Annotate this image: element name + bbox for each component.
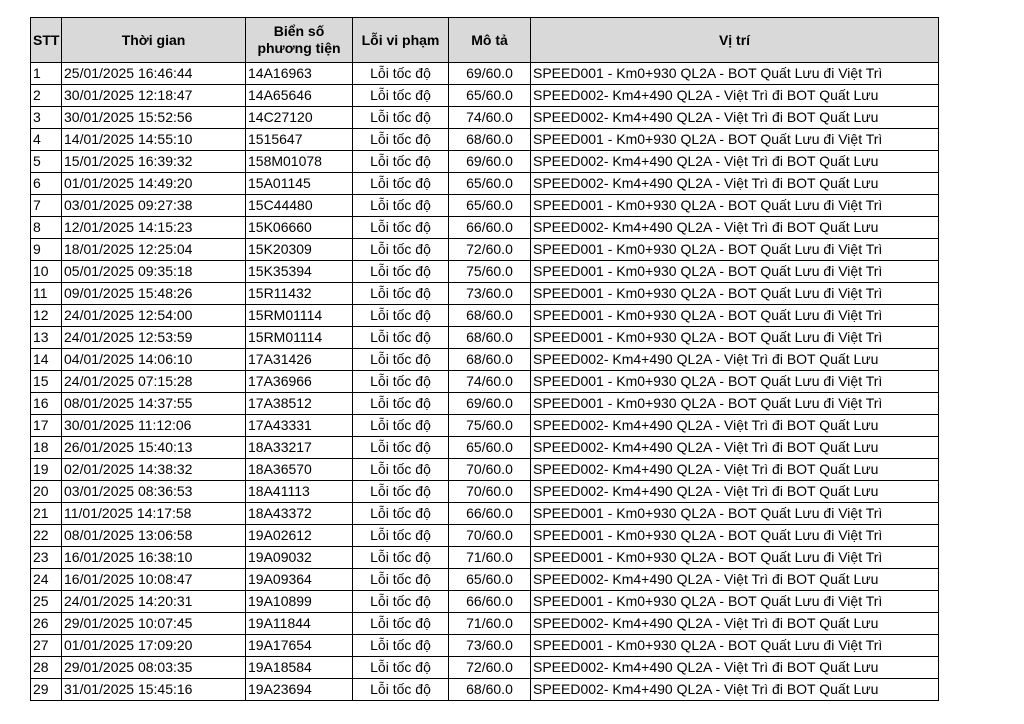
- cell-violation: Lỗi tốc độ: [353, 547, 449, 569]
- table-row: [31, 525, 939, 547]
- cell-stt: 13: [31, 327, 62, 349]
- cell-time: 05/01/2025 09:35:18: [62, 261, 246, 283]
- cell-stt: 16: [31, 393, 62, 415]
- cell-violation: Lỗi tốc độ: [353, 327, 449, 349]
- cell-stt: 27: [31, 635, 62, 657]
- cell-stt: 12: [31, 305, 62, 327]
- cell-location: SPEED001 - Km0+930 QL2A - BOT Quất Lưu đi Việt Trì: [531, 591, 939, 613]
- cell-plate: 19A11844: [246, 613, 353, 635]
- cell-plate: 18A41113: [246, 481, 353, 503]
- table-row: [31, 283, 939, 305]
- cell-location: SPEED001 - Km0+930 QL2A - BOT Quất Lưu đi Việt Trì: [531, 305, 939, 327]
- cell-time: 03/01/2025 09:27:38: [62, 195, 246, 217]
- cell-time: 02/01/2025 14:38:32: [62, 459, 246, 481]
- cell-violation: Lỗi tốc độ: [353, 107, 449, 129]
- cell-description: 74/60.0: [449, 371, 531, 393]
- cell-description: 69/60.0: [449, 151, 531, 173]
- cell-stt: 23: [31, 547, 62, 569]
- header-description: Mô tả: [449, 18, 531, 63]
- cell-plate: 15RM01114: [246, 305, 353, 327]
- cell-violation: Lỗi tốc độ: [353, 371, 449, 393]
- cell-violation: Lỗi tốc độ: [353, 85, 449, 107]
- cell-stt: 22: [31, 525, 62, 547]
- cell-location: SPEED002- Km4+490 QL2A - Việt Trì đi BOT Quất Lưu: [531, 85, 939, 107]
- cell-description: 65/60.0: [449, 437, 531, 459]
- cell-plate: 15K20309: [246, 239, 353, 261]
- cell-stt: 29: [31, 679, 62, 701]
- cell-violation: Lỗi tốc độ: [353, 283, 449, 305]
- cell-violation: Lỗi tốc độ: [353, 63, 449, 85]
- table-row: [31, 657, 939, 679]
- cell-location: SPEED002- Km4+490 QL2A - Việt Trì đi BOT Quất Lưu: [531, 679, 939, 701]
- table-row: [31, 261, 939, 283]
- table-row: [31, 459, 939, 481]
- cell-description: 66/60.0: [449, 591, 531, 613]
- cell-plate: 18A36570: [246, 459, 353, 481]
- cell-plate: 15K35394: [246, 261, 353, 283]
- cell-violation: Lỗi tốc độ: [353, 173, 449, 195]
- cell-plate: 19A02612: [246, 525, 353, 547]
- cell-location: SPEED001 - Km0+930 QL2A - BOT Quất Lưu đi Việt Trì: [531, 393, 939, 415]
- cell-time: 08/01/2025 13:06:58: [62, 525, 246, 547]
- cell-location: SPEED001 - Km0+930 QL2A - BOT Quất Lưu đi Việt Trì: [531, 261, 939, 283]
- cell-time: 25/01/2025 16:46:44: [62, 63, 246, 85]
- cell-plate: 17A36966: [246, 371, 353, 393]
- cell-time: 09/01/2025 15:48:26: [62, 283, 246, 305]
- header-time: Thời gian: [62, 18, 246, 63]
- cell-plate: 15R11432: [246, 283, 353, 305]
- cell-description: 68/60.0: [449, 129, 531, 151]
- table-row: [31, 327, 939, 349]
- header-plate: [246, 18, 353, 63]
- cell-location: SPEED001 - Km0+930 QL2A - BOT Quất Lưu đi Việt Trì: [531, 635, 939, 657]
- cell-location: SPEED002- Km4+490 QL2A - Việt Trì đi BOT Quất Lưu: [531, 657, 939, 679]
- cell-plate: 19A23694: [246, 679, 353, 701]
- table-row: [31, 239, 939, 261]
- cell-plate: 15K06660: [246, 217, 353, 239]
- cell-plate: 19A18584: [246, 657, 353, 679]
- cell-description: 71/60.0: [449, 613, 531, 635]
- cell-description: 75/60.0: [449, 261, 531, 283]
- cell-description: 65/60.0: [449, 85, 531, 107]
- cell-stt: 1: [31, 63, 62, 85]
- table-row: [31, 305, 939, 327]
- cell-description: 73/60.0: [449, 283, 531, 305]
- cell-time: 24/01/2025 14:20:31: [62, 591, 246, 613]
- cell-stt: 26: [31, 613, 62, 635]
- cell-plate: 14A65646: [246, 85, 353, 107]
- header-plate-line2: phương tiện: [257, 40, 341, 56]
- cell-time: 31/01/2025 15:45:16: [62, 679, 246, 701]
- cell-violation: Lỗi tốc độ: [353, 613, 449, 635]
- cell-time: 24/01/2025 12:54:00: [62, 305, 246, 327]
- cell-time: 01/01/2025 17:09:20: [62, 635, 246, 657]
- cell-description: 70/60.0: [449, 481, 531, 503]
- cell-violation: Lỗi tốc độ: [353, 393, 449, 415]
- header-location: Vị trí: [531, 18, 939, 63]
- cell-stt: 17: [31, 415, 62, 437]
- cell-stt: 20: [31, 481, 62, 503]
- cell-stt: 5: [31, 151, 62, 173]
- cell-location: SPEED001 - Km0+930 QL2A - BOT Quất Lưu đi Việt Trì: [531, 547, 939, 569]
- cell-time: 29/01/2025 10:07:45: [62, 613, 246, 635]
- table-row: [31, 349, 939, 371]
- cell-violation: Lỗi tốc độ: [353, 217, 449, 239]
- cell-location: SPEED002- Km4+490 QL2A - Việt Trì đi BOT Quất Lưu: [531, 349, 939, 371]
- cell-stt: 28: [31, 657, 62, 679]
- cell-description: 68/60.0: [449, 679, 531, 701]
- cell-violation: Lỗi tốc độ: [353, 459, 449, 481]
- cell-description: 68/60.0: [449, 349, 531, 371]
- cell-violation: Lỗi tốc độ: [353, 305, 449, 327]
- cell-stt: 25: [31, 591, 62, 613]
- cell-plate: 15A01145: [246, 173, 353, 195]
- cell-description: 66/60.0: [449, 503, 531, 525]
- cell-plate: 18A43372: [246, 503, 353, 525]
- cell-stt: 4: [31, 129, 62, 151]
- cell-stt: 2: [31, 85, 62, 107]
- cell-violation: Lỗi tốc độ: [353, 129, 449, 151]
- cell-time: 01/01/2025 14:49:20: [62, 173, 246, 195]
- cell-violation: Lỗi tốc độ: [353, 239, 449, 261]
- cell-plate: 19A17654: [246, 635, 353, 657]
- cell-violation: Lỗi tốc độ: [353, 415, 449, 437]
- table-row: [31, 129, 939, 151]
- cell-time: 12/01/2025 14:15:23: [62, 217, 246, 239]
- cell-violation: Lỗi tốc độ: [353, 437, 449, 459]
- table-row: [31, 63, 939, 85]
- cell-plate: 17A38512: [246, 393, 353, 415]
- cell-stt: 15: [31, 371, 62, 393]
- table-row: [31, 85, 939, 107]
- cell-stt: 3: [31, 107, 62, 129]
- cell-time: 15/01/2025 16:39:32: [62, 151, 246, 173]
- cell-stt: 14: [31, 349, 62, 371]
- cell-violation: Lỗi tốc độ: [353, 657, 449, 679]
- cell-time: 08/01/2025 14:37:55: [62, 393, 246, 415]
- table-row: [31, 173, 939, 195]
- cell-violation: Lỗi tốc độ: [353, 503, 449, 525]
- cell-location: SPEED002- Km4+490 QL2A - Việt Trì đi BOT Quất Lưu: [531, 415, 939, 437]
- cell-location: SPEED002- Km4+490 QL2A - Việt Trì đi BOT Quất Lưu: [531, 217, 939, 239]
- cell-violation: Lỗi tốc độ: [353, 195, 449, 217]
- cell-location: SPEED001 - Km0+930 QL2A - BOT Quất Lưu đi Việt Trì: [531, 371, 939, 393]
- table-row: [31, 569, 939, 591]
- cell-description: 74/60.0: [449, 107, 531, 129]
- cell-time: 16/01/2025 16:38:10: [62, 547, 246, 569]
- cell-description: 65/60.0: [449, 569, 531, 591]
- cell-violation: Lỗi tốc độ: [353, 679, 449, 701]
- cell-violation: Lỗi tốc độ: [353, 261, 449, 283]
- cell-plate: 19A09364: [246, 569, 353, 591]
- cell-location: SPEED002- Km4+490 QL2A - Việt Trì đi BOT Quất Lưu: [531, 151, 939, 173]
- cell-plate: 19A09032: [246, 547, 353, 569]
- table-row: [31, 613, 939, 635]
- cell-plate: 17A31426: [246, 349, 353, 371]
- cell-location: SPEED002- Km4+490 QL2A - Việt Trì đi BOT Quất Lưu: [531, 107, 939, 129]
- table-row: [31, 547, 939, 569]
- table-row: [31, 415, 939, 437]
- cell-time: 24/01/2025 12:53:59: [62, 327, 246, 349]
- cell-plate: 1515647: [246, 129, 353, 151]
- cell-stt: 7: [31, 195, 62, 217]
- table-row: [31, 393, 939, 415]
- cell-violation: Lỗi tốc độ: [353, 635, 449, 657]
- cell-description: 75/60.0: [449, 415, 531, 437]
- cell-location: SPEED001 - Km0+930 QL2A - BOT Quất Lưu đi Việt Trì: [531, 503, 939, 525]
- cell-description: 72/60.0: [449, 657, 531, 679]
- cell-stt: 8: [31, 217, 62, 239]
- cell-description: 65/60.0: [449, 173, 531, 195]
- cell-time: 30/01/2025 11:12:06: [62, 415, 246, 437]
- cell-description: 72/60.0: [449, 239, 531, 261]
- cell-time: 16/01/2025 10:08:47: [62, 569, 246, 591]
- cell-violation: Lỗi tốc độ: [353, 591, 449, 613]
- cell-time: 30/01/2025 15:52:56: [62, 107, 246, 129]
- cell-location: SPEED001 - Km0+930 QL2A - BOT Quất Lưu đi Việt Trì: [531, 129, 939, 151]
- cell-time: 11/01/2025 14:17:58: [62, 503, 246, 525]
- cell-plate: 158M01078: [246, 151, 353, 173]
- cell-violation: Lỗi tốc độ: [353, 349, 449, 371]
- cell-description: 70/60.0: [449, 459, 531, 481]
- cell-location: SPEED001 - Km0+930 QL2A - BOT Quất Lưu đi Việt Trì: [531, 283, 939, 305]
- table-row: [31, 151, 939, 173]
- cell-location: SPEED001 - Km0+930 QL2A - BOT Quất Lưu đi Việt Trì: [531, 327, 939, 349]
- cell-plate: 17A43331: [246, 415, 353, 437]
- cell-time: 26/01/2025 15:40:13: [62, 437, 246, 459]
- cell-description: 73/60.0: [449, 635, 531, 657]
- table-header-row: [31, 18, 939, 63]
- cell-plate: 19A10899: [246, 591, 353, 613]
- cell-stt: 11: [31, 283, 62, 305]
- cell-description: 68/60.0: [449, 305, 531, 327]
- cell-time: 18/01/2025 12:25:04: [62, 239, 246, 261]
- cell-description: 69/60.0: [449, 393, 531, 415]
- cell-stt: 24: [31, 569, 62, 591]
- cell-description: 70/60.0: [449, 525, 531, 547]
- cell-violation: Lỗi tốc độ: [353, 569, 449, 591]
- header-stt: STT: [31, 18, 62, 63]
- cell-stt: 9: [31, 239, 62, 261]
- cell-time: 30/01/2025 12:18:47: [62, 85, 246, 107]
- cell-violation: Lỗi tốc độ: [353, 525, 449, 547]
- cell-description: 65/60.0: [449, 195, 531, 217]
- cell-location: SPEED002- Km4+490 QL2A - Việt Trì đi BOT Quất Lưu: [531, 173, 939, 195]
- cell-time: 03/01/2025 08:36:53: [62, 481, 246, 503]
- header-plate-line1: Biển số: [273, 23, 325, 39]
- cell-description: 71/60.0: [449, 547, 531, 569]
- cell-location: SPEED001 - Km0+930 QL2A - BOT Quất Lưu đi Việt Trì: [531, 63, 939, 85]
- violations-table: [30, 17, 939, 701]
- cell-description: 68/60.0: [449, 327, 531, 349]
- cell-location: SPEED001 - Km0+930 QL2A - BOT Quất Lưu đi Việt Trì: [531, 239, 939, 261]
- table-row: [31, 591, 939, 613]
- cell-time: 14/01/2025 14:55:10: [62, 129, 246, 151]
- cell-location: SPEED002- Km4+490 QL2A - Việt Trì đi BOT Quất Lưu: [531, 459, 939, 481]
- cell-stt: 21: [31, 503, 62, 525]
- table-row: [31, 679, 939, 701]
- cell-plate: 14A16963: [246, 63, 353, 85]
- cell-stt: 6: [31, 173, 62, 195]
- cell-stt: 18: [31, 437, 62, 459]
- cell-plate: 15C44480: [246, 195, 353, 217]
- table-body: [31, 63, 939, 701]
- table-row: [31, 635, 939, 657]
- cell-location: SPEED001 - Km0+930 QL2A - BOT Quất Lưu đi Việt Trì: [531, 525, 939, 547]
- cell-description: 69/60.0: [449, 63, 531, 85]
- table-row: [31, 503, 939, 525]
- header-violation: Lỗi vi phạm: [353, 18, 449, 63]
- cell-violation: Lỗi tốc độ: [353, 151, 449, 173]
- table-row: [31, 195, 939, 217]
- cell-location: SPEED001 - Km0+930 QL2A - BOT Quất Lưu đi Việt Trì: [531, 195, 939, 217]
- cell-stt: 19: [31, 459, 62, 481]
- cell-location: SPEED002- Km4+490 QL2A - Việt Trì đi BOT Quất Lưu: [531, 481, 939, 503]
- cell-plate: 15RM01114: [246, 327, 353, 349]
- table-row: [31, 371, 939, 393]
- table-row: [31, 217, 939, 239]
- cell-violation: Lỗi tốc độ: [353, 481, 449, 503]
- cell-location: SPEED002- Km4+490 QL2A - Việt Trì đi BOT Quất Lưu: [531, 613, 939, 635]
- cell-time: 04/01/2025 14:06:10: [62, 349, 246, 371]
- cell-plate: 14C27120: [246, 107, 353, 129]
- table-row: [31, 107, 939, 129]
- cell-stt: 10: [31, 261, 62, 283]
- table-row: [31, 437, 939, 459]
- cell-description: 66/60.0: [449, 217, 531, 239]
- table-row: [31, 481, 939, 503]
- cell-plate: 18A33217: [246, 437, 353, 459]
- cell-time: 29/01/2025 08:03:35: [62, 657, 246, 679]
- cell-location: SPEED002- Km4+490 QL2A - Việt Trì đi BOT Quất Lưu: [531, 437, 939, 459]
- cell-time: 24/01/2025 07:15:28: [62, 371, 246, 393]
- cell-location: SPEED002- Km4+490 QL2A - Việt Trì đi BOT Quất Lưu: [531, 569, 939, 591]
